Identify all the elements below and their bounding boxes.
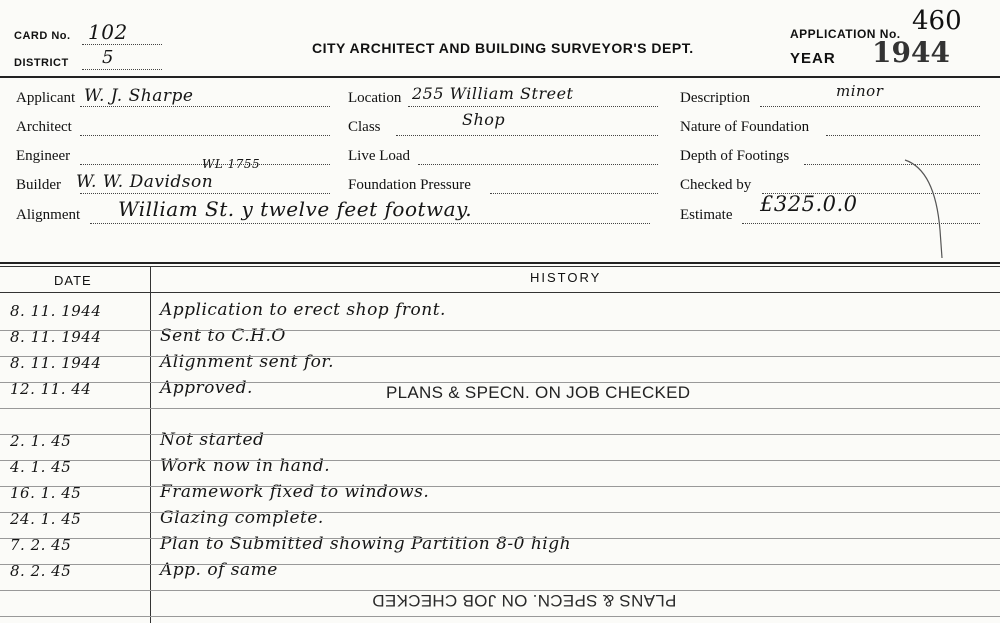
nature-of-foundation-label: Nature of Foundation (680, 119, 810, 135)
builder-label: Builder (16, 177, 61, 193)
location-label: Location (348, 90, 402, 106)
history-row-text: Alignment sent for. (160, 352, 335, 372)
location-value: 255 William Street (412, 84, 574, 103)
history-column-header: HISTORY (530, 270, 602, 285)
foundation-pressure-label: Foundation Pressure (348, 177, 471, 193)
engineer-value: WL 1755 (202, 157, 261, 171)
description-label: Description (680, 90, 750, 106)
estimate-value: £325.0.0 (760, 192, 858, 216)
history-row-date: 12. 11. 44 (10, 380, 92, 398)
dept-title: CITY ARCHITECT AND BUILDING SURVEYOR'S DEPT. (312, 40, 694, 56)
column-divider (150, 266, 151, 623)
description-value: minor (836, 82, 884, 100)
history-row-text: Framework fixed to windows. (160, 482, 430, 502)
history-row-text: Not started (160, 430, 265, 450)
applicant-label: Applicant (16, 90, 76, 106)
history-row-text: Work now in hand. (160, 456, 331, 476)
history-row-date: 8. 2. 45 (10, 562, 72, 580)
date-column-header: DATE (54, 273, 92, 288)
alignment-label: Alignment (16, 207, 81, 223)
alignment-value: William St. y twelve feet footway. (118, 197, 473, 221)
class-value: Shop (462, 110, 506, 129)
engineer-label: Engineer (16, 148, 71, 164)
depth-of-footings-label: Depth of Footings (680, 148, 790, 164)
history-row-date: 2. 1. 45 (10, 432, 72, 450)
history-row-date: 8. 11. 1944 (10, 354, 102, 372)
builder-value: W. W. Davidson (76, 172, 214, 192)
checked-by-label: Checked by (680, 177, 752, 193)
year-label: YEAR (790, 50, 836, 67)
year-value: 1944 (872, 36, 950, 69)
district-value: 5 (102, 47, 114, 68)
history-row-text: Application to erect shop front. (160, 300, 446, 320)
card-number-value: 102 (88, 20, 128, 44)
class-label: Class (348, 119, 381, 135)
live-load-label: Live Load (348, 148, 411, 164)
history-row-date: 4. 1. 45 (10, 458, 72, 476)
pencil-mark (900, 140, 960, 260)
history-row-date: 16. 1. 45 (10, 484, 82, 502)
application-number-value: 460 (912, 6, 962, 36)
history-row-text: Approved. (160, 378, 253, 398)
history-row-date: 24. 1. 45 (10, 510, 82, 528)
plans-checked-stamp: PLANS & SPECN. ON JOB CHECKED (386, 383, 691, 402)
estimate-label: Estimate (680, 207, 733, 223)
architect-label: Architect (16, 119, 72, 135)
history-row-text: Glazing complete. (160, 508, 324, 528)
district-label: DISTRICT (14, 57, 69, 69)
history-row-date: 8. 11. 1944 (10, 302, 102, 320)
card-number-label: CARD No. (14, 30, 71, 42)
history-row-date: 7. 2. 45 (10, 536, 72, 554)
history-row-date: 8. 11. 1944 (10, 328, 102, 346)
history-row-text: Plan to Submitted showing Partition 8-0 high (160, 534, 572, 554)
history-row-text: Sent to C.H.O (160, 326, 286, 346)
application-number-label: APPLICATION No. (790, 27, 901, 41)
plans-checked-stamp-inverted: PLANS & SPECN. ON JOB CHECKED (372, 591, 677, 610)
history-row-text: App. of same (160, 560, 278, 580)
applicant-value: W. J. Sharpe (84, 86, 194, 106)
